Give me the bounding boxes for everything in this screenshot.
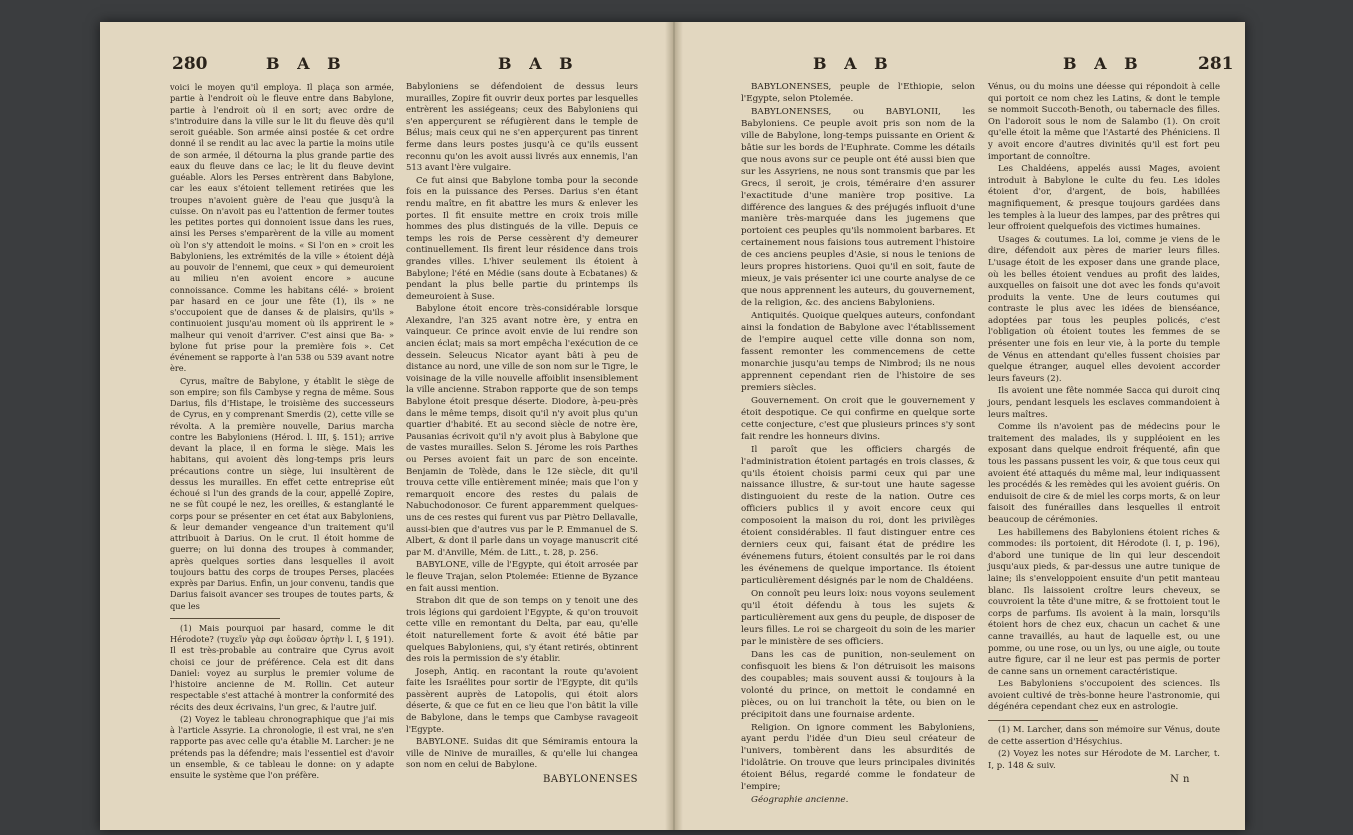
footnote: (1) Mais pourquoi par hasard, comme le dit Hérodote? (τυχεῖν γὰρ σφι ἐοῦσαν ὁρτὴν l. I, § 191). Il est très-probable au contraire que Cyrus avoit choisi ce jour de préférence. Cela est dit dans Daniel: voyez au surplus le premier volume de l'histoire ancienne de M. Rollin. Cet auteur respectable s'est attaché à montrer la conformité des récits des deux écrivains, l'un grec, & l'autre juif. (170, 622, 394, 712)
paragraph: Religion. On ignore comment les Babyloniens, ayant perdu l'idée d'un Dieu seul créateur de l'univers, tombèrent dans les absurdités de l'idolâtrie. On trouve que leurs principales divinités étoient Bélus, regardé comme le fondateur de l'empire; (741, 722, 975, 793)
paragraph: Gouvernement. On croit que le gouvernement y étoit despotique. Ce qui confirme en quelque sorte cette conjecture, c'est que plusieurs princes s'y sont fait rendre les honneurs divins. (741, 395, 975, 442)
paragraph: Les habillemens des Babyloniens étoient riches & commodes: ils portoient, dit Hérodote (l. I, p. 196), d'abord une tunique de lin qui leur descendoit jusqu'aux pieds, & par-dessus une autre tunique de laine; ils s'enveloppoient ensuite d'un petit manteau blanc. Ils laissoient croître leurs cheveux, se couvroient la tête d'une mitre, & se frottoient tout le corps de parfums. Ils avoient à la main, lorsqu'ils étoient hors de chez eux, chacun un cachet & une canne travaillés, au haut de laquelle est, ou une pomme, ou une rose, ou un lys, ou une aigle, ou toute autre figure, car il ne leur est pas permis de porter de canne sans un ornement caractéristique. (988, 527, 1220, 677)
book-spread (100, 22, 1245, 830)
paragraph: Vénus, ou du moins une déesse qui répondoit à celle qui portoit ce nom chez les Latins, & dont le temple se nommoit Succoth-Benoth, ou tabernacle des filles. On l'adoroit sous le nom de Salambo (1). On croit qu'elle étoit la même que l'Astarté des Phéniciens. Il y avoit encore d'autres divinités qu'il est fort peu important de connoître. (988, 82, 1220, 162)
paragraph: Ils avoient une fête nommée Sacca qui duroit cinq jours, pendant lesquels les esclaves commandoient à leurs maîtres. (988, 386, 1220, 420)
running-head: B A B (813, 54, 894, 73)
right-page (683, 22, 1245, 830)
footnote-rule (170, 618, 280, 619)
paragraph: voici le moyen qu'il employa. Il plaça son armée, partie à l'endroit où le fleuve entre dans Babylone, partie à l'endroit où il en sort; avec ordre de s'introduire dans la ville sur le lit du fleuve dès qu'il seroit guéable. Son armée ainsi postée & cet ordre donné il se rendit au lac avec la partie la moins utile de son armée, il détourna la plus grande partie des eaux du fleuve dans ce lac; le lit du fleuve devint guéable. Alors les Perses entrèrent dans Babylone, car les eaux s'étoient tellement retirées que les troupes n'avoient guère de l'eau que jusqu'à la cuisse. On n'avoit pas eu l'attention de fermer toutes les petites portes qui donnoient issue dans les rues, ainsi les Perses s'emparèrent de la ville au moment où l'on s'y attendoit le moins. « Si l'on en » croit les Babyloniens, les extrémités de la ville » étoient déjà au pouvoir de l'ennemi, que ceux » qui demeuroient au milieu n'en avoient encore » aucune connoissance. Comme les habitans célé- » broient par hasard en ce jour une fête (1), ils » ne s'occupoient que de danses & de plaisirs, qu'ils » continuoient jusqu'au moment où ils apprirent le » malheur qui venoit d'arriver. C'est ainsi que Ba- » bylone fut prise pour la première fois ». Cet événement se rapporte à l'an 538 ou 539 avant notre ère. (170, 82, 394, 374)
paragraph: Comme ils n'avoient pas de médecins pour le traitement des malades, ils y suppléoient en les exposant dans quelque endroit fréquenté, afin que tous les passans pussent les voir, & que tous ceux qui avoient été attaqués du même mal, leur indiquassent les procédés & les remèdes qui les avoient guéris. On enduisoit de cire & de miel les corps morts, & on leur faisoit des funérailles dans lesquelles il entroit beaucoup de cérémonies. (988, 422, 1220, 525)
section-footer: Géographie ancienne. (751, 795, 849, 806)
paragraph: Les Chaldéens, appelés aussi Mages, avoient introduit à Babylone le culte du feu. Les idoles étoient d'or, d'argent, de bois, habillées magnifiquement, & presque toujours gardées dans les temples à la lueur des lampes, par des prêtres qui leur offroient quelquefois des victimes humaines. (988, 164, 1220, 233)
paragraph: Babylone étoit encore très-considérable lorsque Alexandre, l'an 325 avant notre ère, y entra en vainqueur. Ce prince avoit envie de lui rendre son ancien éclat; mais sa mort empêcha l'exécution de ce dessein. Seleucus Nicator ayant bâti à peu de distance au nord, une ville de son nom sur le Tigre, le voisinage de la ville nouvelle affoiblit insensiblement la ville ancienne. Strabon rapporte que de son temps Babylone étoit presque déserte. Diodore, à-peu-près dans le même temps, disoit qu'il n'y avoit plus qu'un quartier d'habité. Et au second siècle de notre ère, Pausanias écrivoit qu'il n'y avoit plus à Babylone que de vastes murailles. Selon S. Jérome les rois Parthes ou Perses avoient fait un parc de son enceinte. Benjamin de Tolède, dans le 12e siècle, dit qu'il trouva cette ville entièrement minée; mais que l'on y remarquoit encore des restes du palais de Nabuchodonosor. Ce furent apparemment quelques-uns de ces restes qui furent vus par Piètro Dellavalle, aussi-bien que d'autres vus par le P. Emmanuel de S. Albert, & dont il parle dans un voyage manuscrit cité par M. d'Anville, Mém. de Litt., t. 28, p. 256. (406, 304, 638, 558)
paragraph: Cyrus, maître de Babylone, y établit le siège de son empire; son fils Cambyse y regna de même. Sous Darius, fils d'Histape, le troisième des successeurs de Cyrus, en y comprenant Smerdis (2), cette ville se révolta. A la première nouvelle, Darius marcha contre les Babyloniens (Hérod. l. III, §. 151); arrive devant la place, il en forma le siège. Mais les habitans, qui avoient dès long-temps pris leurs précautions contre un siège, lui insultèrent de dessus les murailles. En effet cette entreprise eût échoué si l'un des grands de la cour, appellé Zopire, ne se fût coupé le nez, les oreilles, & estanglanté le corps pour se présenter en cet état aux Babyloniens, & leur demander vengeance d'un traitement qu'il attribuoit à Darius. On le crut. Il étoit homme de guerre; on lui donna des troupes à commander, après quelques sorties dans lesquelles il avoit toujours battu des corps de troupes Perses, placées exprès par Darius. Enfin, un jour convenu, tandis que Darius faisoit avancer ses troupes de toutes parts, & que les (170, 375, 394, 611)
footnote-rule (988, 720, 1098, 721)
paragraph: Il paroît que les officiers chargés de l'administration étoient partagés en trois classes, & qu'ils étoient choisis parmi ceux qui par une naissance illustre, & sur-tout une haute sagesse distinguoient du reste de la nation. Outre ces officiers publics il y avoit encore ceux qui composoient la maison du roi, dont les privilèges étoient considérables. Il faut distinguer entre ces derniers ceux qui, faisant état de prédire les événemens futurs, étoient consultés par le roi dans les événemens de quelque importance. Ils étoient particulièrement désignés par le nom de Chaldéens. (741, 444, 975, 587)
right-page-header (683, 54, 1245, 76)
paragraph: Ce fut ainsi que Babylone tomba pour la seconde fois en la puissance des Perses. Darius s'en étant rendu maître, en fit abattre les murs & enlever les portes. Il fit ensuite mettre en croix trois mille hommes des plus distingués de la ville. Depuis ce temps les rois de Perse cessèrent d'y demeurer continuellement. Ils firent leur résidence dans trois grandes villes. L'hiver seulement ils étoient à Babylone; l'été en Médie (sans doute à Ecbatanes) & pendant la plus belle partie du printemps ils demeuroient à Suse. (406, 175, 638, 302)
left-page-header (100, 54, 666, 76)
paragraph: BABYLONE. Suidas dit que Sémiramis entoura la ville de Ninive de murailles, & qu'elle lui changea son nom en celui de Babylone. (406, 737, 638, 771)
paragraph: Usages & coutumes. La loi, comme je viens de le dire, défendoit aux pères de marier leurs filles. L'usage étoit de les exposer dans une grande place, où les belles étoient vendues au profit des laides, auxquelles on faisoit une dot avec les fonds qu'avoit produits la vente. Une de leurs coutumes qui contraste le plus avec les idées de bienséance, adoptées par tous les peuples policés, c'est l'obligation où étoient toutes les femmes de se présenter une fois en leur vie, à la porte du temple de Vénus en attendant qu'elles fussent choisies par quelque étranger, auquel elles devoient accorder leurs faveurs (2). (988, 234, 1220, 384)
paragraph: Les Babyloniens s'occupoient des sciences. Ils avoient cultivé de très-bonne heure l'astronomie, qui dégénéra cependant chez eux en astrologie. (988, 679, 1220, 713)
right-column-1 (741, 82, 975, 808)
paragraph: On connoît peu leurs loix: nous voyons seulement qu'il étoit défendu à tous les sujets & particulièrement aux gens du peuple, de disposer de leurs filles. Le roi se chargeoit du soin de les marier par le ministère de ses officiers. (741, 589, 975, 647)
paragraph: BABYLONE, ville de l'Egypte, qui étoit arrosée par le fleuve Trajan, selon Ptolemée: Etienne de Byzance en fait aussi mention. (406, 560, 638, 594)
footnote: (2) Voyez les notes sur Hérodote de M. Larcher, t. I, p. 148 & suiv. (988, 749, 1220, 771)
paragraph: Antiquités. Quoique quelques auteurs, confondant ainsi la fondation de Babylone avec l'établissement de l'empire auquel cette ville donna son nom, fassent remonter les commencemens de cette monarchie jusqu'au temps de Nimbrod; ils ne nous apprennent cependant rien de l'histoire de ses premiers siècles. (741, 311, 975, 393)
paragraph: Strabon dit que de son temps on y tenoit une des trois légions qui gardoient l'Egypte, & qu'on trouvoit cette ville en remontant du Delta, par eau, qu'elle étoit naturellement forte & avoit été bâtie par quelques Babyloniens, qui, s'y étant retirés, obtinrent des rois la permission de s'y établir. (406, 596, 638, 665)
running-head: B A B (1063, 54, 1144, 73)
left-column-1 (170, 82, 394, 782)
left-column-2 (406, 82, 638, 786)
page-number: 281 (1198, 54, 1234, 74)
page-number: 280 (172, 54, 208, 74)
book-gutter (665, 22, 683, 830)
paragraph: Joseph, Antiq. en racontant la route qu'avoient faite les Israélites pour sortir de l'Egypte, dit qu'ils passèrent auprès de Latopolis, qui étoit alors déserte, & que ce fut en ce lieu que l'on bâtit la ville de Babylone, dans le temps que Cambyse ravageoit l'Egypte. (406, 666, 638, 735)
running-head: B A B (266, 54, 347, 73)
catchword: BABYLONENSES (543, 774, 638, 786)
right-column-2 (988, 82, 1220, 786)
signature-mark: N n (1170, 774, 1190, 786)
paragraph: Dans les cas de punition, non-seulement on confisquoit les biens & l'on détruisoit les maisons des coupables; mais souvent aussi & toujours à la volonté du prince, on mettoit le condamné en pièces, ou on lui tranchoit la tête, ou bien on le précipitoit dans une fournaise ardente. (741, 649, 975, 720)
running-head: B A B (498, 54, 579, 73)
footnote: (1) M. Larcher, dans son mémoire sur Vénus, doute de cette assertion d'Hésychius. (988, 725, 1220, 747)
paragraph: BABYLONENSES, ou BABYLONII, les Babyloniens. Ce peuple avoit pris son nom de la ville de Babylone, long-temps puissante en Orient & bâtie sur les bords de l'Euphrate. Comme les détails que nous avons sur ce peuple ont été aussi bien que sur les Assyriens, ne nous sont transmis que par les Grecs, il seroit, je crois, téméraire d'en assurer l'exactitude d'une manière trop positive. La différence des langues & des préjugés influoit d'une manière très-marquée dans les jugemens que portoient ces peuples qu'ils nommoient barbares. Et certainement nous faisions tous autrement l'histoire de ces anciens peuples d'Asie, si nous le tenions de leurs propres historiens. Quoi qu'il en soit, faute de mieux, je vais présenter ici une courte analyse de ce que nous apprennent les auteurs, du gouvernement, de la religion, &c. des anciens Babyloniens. (741, 106, 975, 309)
paragraph: Babyloniens se défendoient de dessus leurs murailles, Zopire fit ouvrir deux portes par lesquelles entrèrent les assiégeans; ceux des Babyloniens qui s'en apperçurent se réfugièrent dans le temple de Bélus; mais ceux qui ne s'en apperçurent pas tinrent ferme dans leurs postes jusqu'à ce qu'ils eussent reconnu qu'on les avoit aussi livrés aux ennemis, l'an 513 avant l'ère vulgaire. (406, 82, 638, 174)
footnote: (2) Voyez le tableau chronographique que j'ai mis à l'article Assyrie. La chronologie, il est vrai, ne s'en rapporte pas avec celle qu'a établie M. Larcher: je ne prétends pas la défendre; mais l'essentiel est d'avoir un ensemble, & ce tableau le donne: on y adapte ensuite le système que l'on préfère. (170, 713, 394, 780)
paragraph: BABYLONENSES, peuple de l'Ethiopie, selon l'Egypte, selon Ptolemée. (741, 82, 975, 104)
left-page (100, 22, 666, 830)
